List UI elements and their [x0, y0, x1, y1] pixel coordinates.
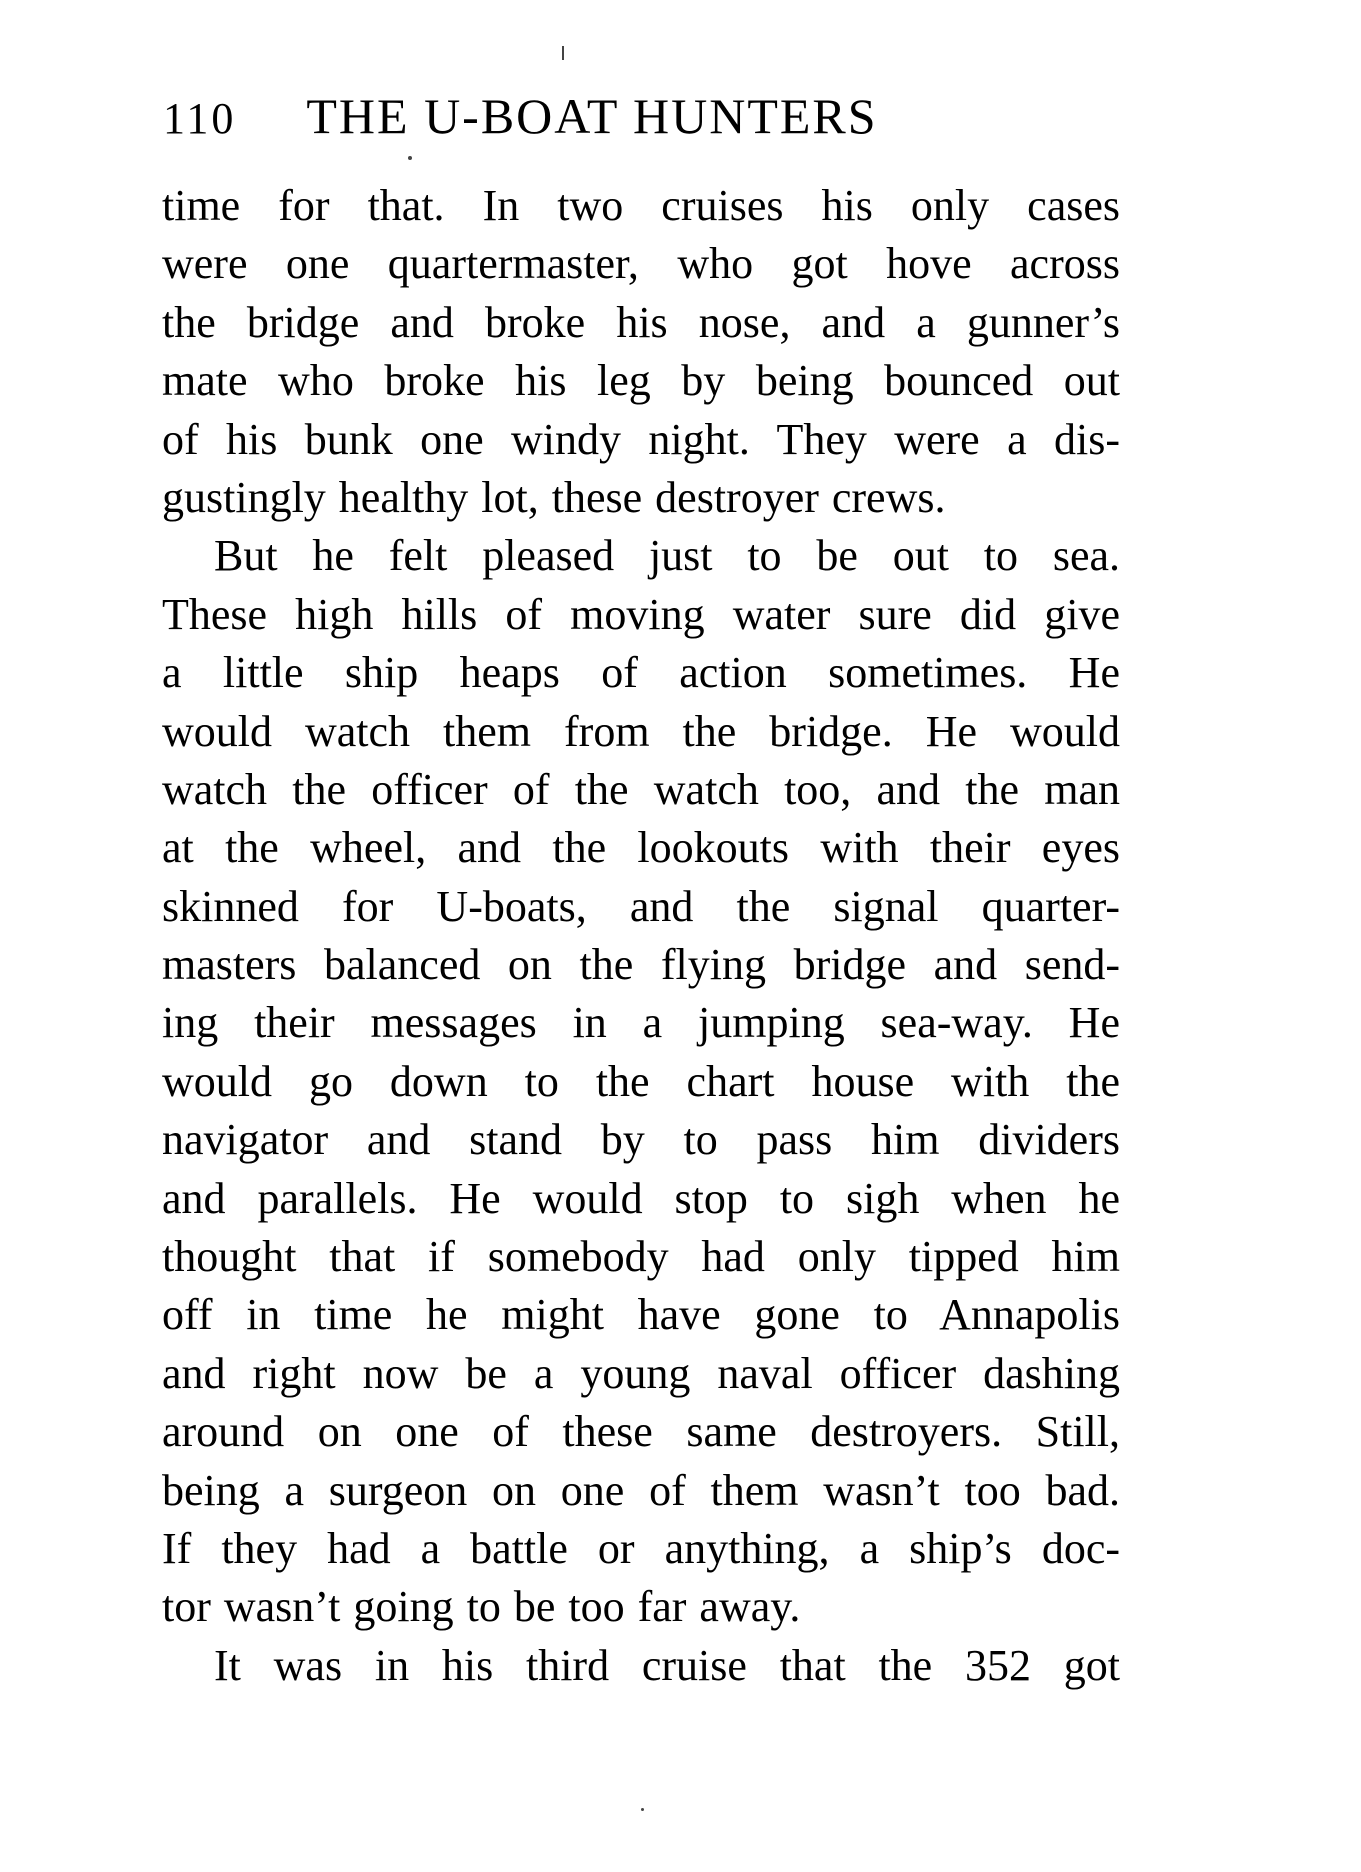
text-line: would go down to the chart house with the [162, 1056, 1120, 1106]
running-title: THE U-BOAT HUNTERS [306, 88, 878, 144]
scan-speck [408, 156, 412, 160]
text-line: ing their messages in a jumping sea-way. He [162, 998, 1120, 1048]
text-line: a little ship heaps of action sometimes. He [162, 648, 1120, 698]
text-line: off in time he might have gone to Annapolis [162, 1290, 1120, 1340]
text-line: around on one of these same destroyers. Still, [162, 1407, 1120, 1457]
text-line: were one quartermaster, who got hove across [162, 239, 1120, 289]
text-line: masters balanced on the flying bridge and send- [162, 940, 1120, 990]
text-line: It was in his third cruise that the 352 got [214, 1640, 1120, 1690]
text-line: being a surgeon on one of them wasn’t too bad. [162, 1465, 1120, 1515]
text-line: the bridge and broke his nose, and a gunner’s [162, 297, 1120, 347]
text-line: thought that if somebody had only tipped him [162, 1232, 1120, 1282]
text-line: mate who broke his leg by being bounced out [162, 356, 1120, 406]
text-line: and parallels. He would stop to sigh when he [162, 1173, 1120, 1223]
text-line: But he felt pleased just to be out to sea. [214, 531, 1120, 581]
text-line: navigator and stand by to pass him dividers [162, 1115, 1120, 1165]
text-line: watch the officer of the watch too, and the man [162, 764, 1120, 814]
scan-speck [641, 1808, 644, 1811]
text-line: and right now be a young naval officer dashing [162, 1348, 1120, 1398]
text-line: at the wheel, and the lookouts with their eyes [162, 823, 1120, 873]
text-line: would watch them from the bridge. He would [162, 706, 1120, 756]
text-line: of his bunk one windy night. They were a dis- [162, 414, 1120, 464]
scan-speck [562, 46, 564, 60]
text-line: These high hills of moving water sure did give [162, 589, 1120, 639]
text-line: If they had a battle or anything, a ship’s doc- [162, 1523, 1120, 1573]
text-line: skinned for U-boats, and the signal quarter- [162, 881, 1120, 931]
running-head [163, 86, 1123, 146]
text-line: gustingly healthy lot, these destroyer crews. [162, 472, 946, 522]
text-line: time for that. In two cruises his only cases [162, 181, 1120, 230]
body-text [162, 177, 1120, 1695]
text-line: tor wasn’t going to be too far away. [162, 1582, 801, 1632]
page-number: 110 [163, 94, 237, 143]
